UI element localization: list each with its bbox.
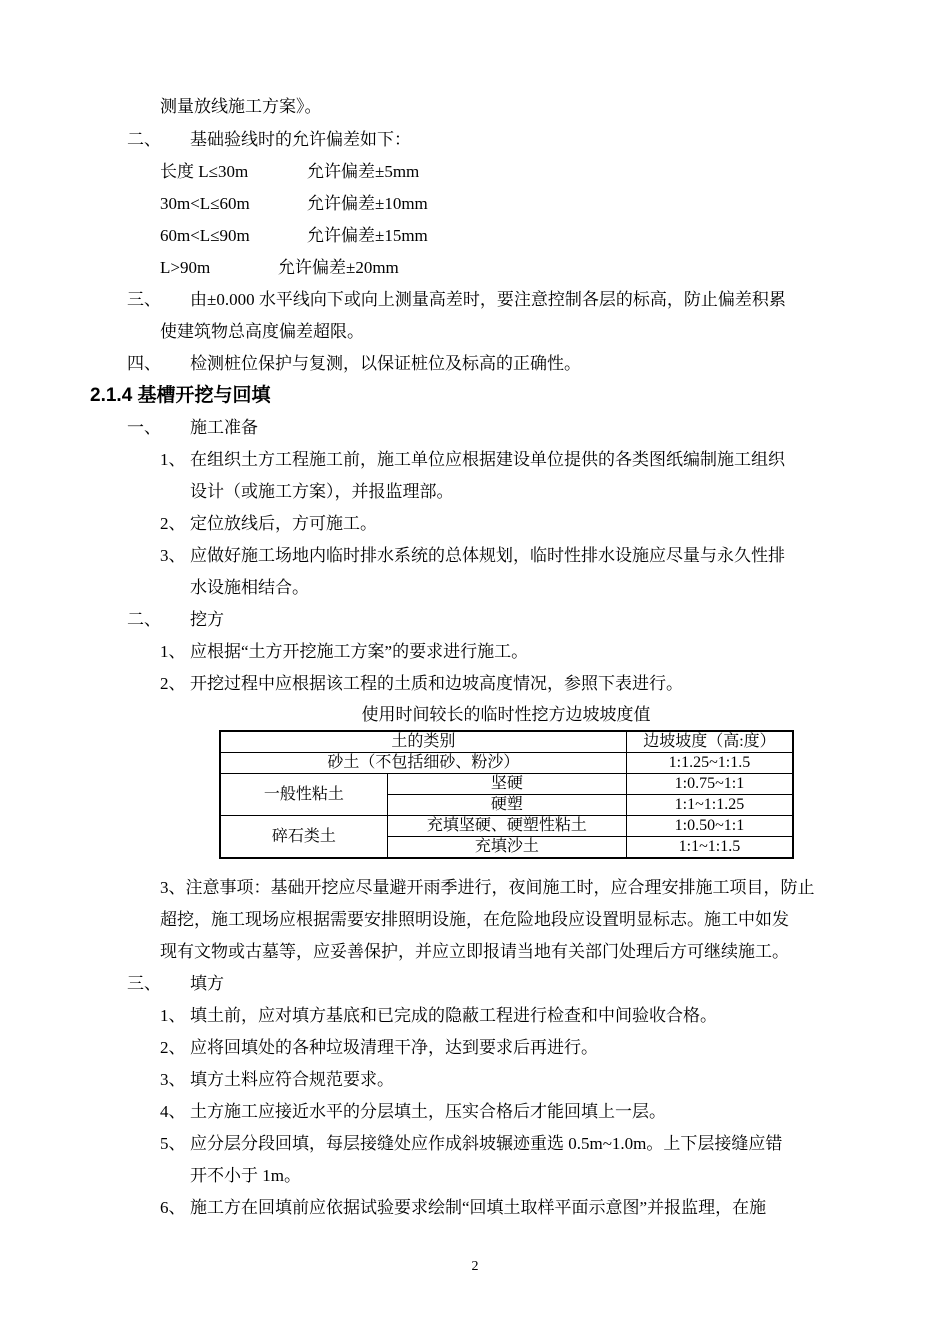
- item-number: 四、: [127, 354, 161, 373]
- tolerance-range: L>90m: [160, 258, 211, 277]
- table-cell: 1:0.50~1:1: [626, 816, 793, 837]
- header-cell-soil-type: 土的类别: [220, 731, 626, 753]
- tolerance-value: 允许偏差±10mm: [307, 194, 428, 213]
- subsection-number: 一、: [127, 418, 161, 437]
- list-number: 1、: [160, 1006, 186, 1025]
- list-number: 6、: [160, 1198, 186, 1217]
- list-text: 施工方在回填前应依据试验要求绘制“回填土取样平面示意图”并报监理，在施: [190, 1198, 767, 1217]
- list-number: 3、: [160, 546, 186, 565]
- list-number: 3、: [160, 1070, 186, 1089]
- table-cell-group: 碎石类土: [220, 816, 387, 859]
- table-cell: 1:0.75~1:1: [626, 774, 793, 795]
- list-text: 在组织土方工程施工前，施工单位应根据建设单位提供的各类图纸编制施工组织: [190, 450, 785, 469]
- list-text: 填土前，应对填方基底和已完成的隐蔽工程进行检查和中间验收合格。: [190, 1006, 717, 1025]
- subsection-number: 二、: [127, 610, 161, 629]
- header-cell-slope: 边坡坡度（高:度）: [626, 731, 793, 753]
- item-text-cont: 使建筑物总高度偏差超限。: [160, 322, 364, 341]
- list-number: 2、: [160, 674, 186, 693]
- list-text: 土方施工应接近水平的分层填土，压实合格后才能回填上一层。: [190, 1102, 666, 1121]
- table-cell: 坚硬: [387, 774, 626, 795]
- section-heading: 2.1.4 基槽开挖与回填: [90, 385, 271, 406]
- tolerance-value: 允许偏差±20mm: [278, 258, 399, 277]
- item-text: 由±0.000 水平线向下或向上测量高差时，要注意控制各层的标高，防止偏差积累: [190, 290, 786, 309]
- list-number: 4、: [160, 1102, 186, 1121]
- list-number: 1、: [160, 642, 186, 661]
- table-cell: 1:1~1:1.5: [626, 837, 793, 859]
- tolerance-range: 长度 L≤30m: [160, 162, 249, 181]
- subsection-title: 挖方: [190, 610, 224, 629]
- list-number: 1、: [160, 450, 186, 469]
- item-number: 三、: [127, 290, 161, 309]
- tolerance-value: 允许偏差±15mm: [307, 226, 428, 245]
- continuation-line: 测量放线施工方案》。: [160, 97, 322, 116]
- list-text: 应将回填处的各种垃圾清理干净，达到要求后再进行。: [190, 1038, 598, 1057]
- list-text-cont: 设计（或施工方案），并报监理部。: [190, 482, 454, 501]
- table-cell: 1:1.25~1:1.5: [626, 753, 793, 774]
- list-text-cont: 开不小于 1m。: [190, 1166, 301, 1185]
- page-number: 2: [471, 1259, 479, 1274]
- list-text-cont: 水设施相结合。: [190, 578, 309, 597]
- list-number: 2、: [160, 1038, 186, 1057]
- table-cell: 1:1~1:1.25: [626, 795, 793, 816]
- notes-line: 现有文物或古墓等，应妥善保护，并应立即报请当地有关部门处理后方可继续施工。: [160, 942, 789, 961]
- table-cell: 充填坚硬、硬塑性粘土: [387, 816, 626, 837]
- subsection-title: 施工准备: [190, 418, 258, 437]
- item-number: 二、: [127, 130, 161, 149]
- table-row: [220, 753, 793, 774]
- subsection-title: 填方: [190, 974, 224, 993]
- table-cell-group: 一般性粘土: [220, 774, 387, 816]
- list-text: 定位放线后，方可施工。: [190, 514, 377, 533]
- notes-line: 超挖，施工现场应根据需要安排照明设施，在危险地段应设置明显标志。施工中如发: [160, 910, 789, 929]
- table-cell: 充填沙土: [387, 837, 626, 859]
- tolerance-range: 30m<L≤60m: [160, 194, 250, 213]
- table-cell: 硬塑: [387, 795, 626, 816]
- table-cell: 砂土（不包括细砂、粉沙）: [220, 753, 626, 774]
- item-text: 检测桩位保护与复测，以保证桩位及标高的正确性。: [190, 354, 581, 373]
- table-row: [220, 816, 793, 837]
- table-header-row: [220, 731, 793, 753]
- slope-table: [219, 730, 794, 859]
- list-text: 应做好施工场地内临时排水系统的总体规划，临时性排水设施应尽量与永久性排: [190, 546, 785, 565]
- list-text: 应根据“土方开挖施工方案”的要求进行施工。: [190, 642, 529, 661]
- table-caption: 使用时间较长的临时性挖方边坡坡度值: [361, 705, 651, 724]
- notes-line: 3、注意事项：基础开挖应尽量避开雨季进行，夜间施工时，应合理安排施工项目，防止: [160, 878, 815, 897]
- subsection-number: 三、: [127, 974, 161, 993]
- item-text: 基础验线时的允许偏差如下：: [190, 130, 411, 149]
- table-row: [220, 774, 793, 795]
- list-number: 2、: [160, 514, 186, 533]
- tolerance-value: 允许偏差±5mm: [307, 162, 420, 181]
- list-text: 填方土料应符合规范要求。: [190, 1070, 394, 1089]
- tolerance-range: 60m<L≤90m: [160, 226, 250, 245]
- list-text: 应分层分段回填，每层接缝处应作成斜坡辗迹重选 0.5m~1.0m。上下层接缝应错: [190, 1134, 783, 1153]
- list-number: 5、: [160, 1134, 186, 1153]
- list-text: 开挖过程中应根据该工程的土质和边坡高度情况，参照下表进行。: [190, 674, 683, 693]
